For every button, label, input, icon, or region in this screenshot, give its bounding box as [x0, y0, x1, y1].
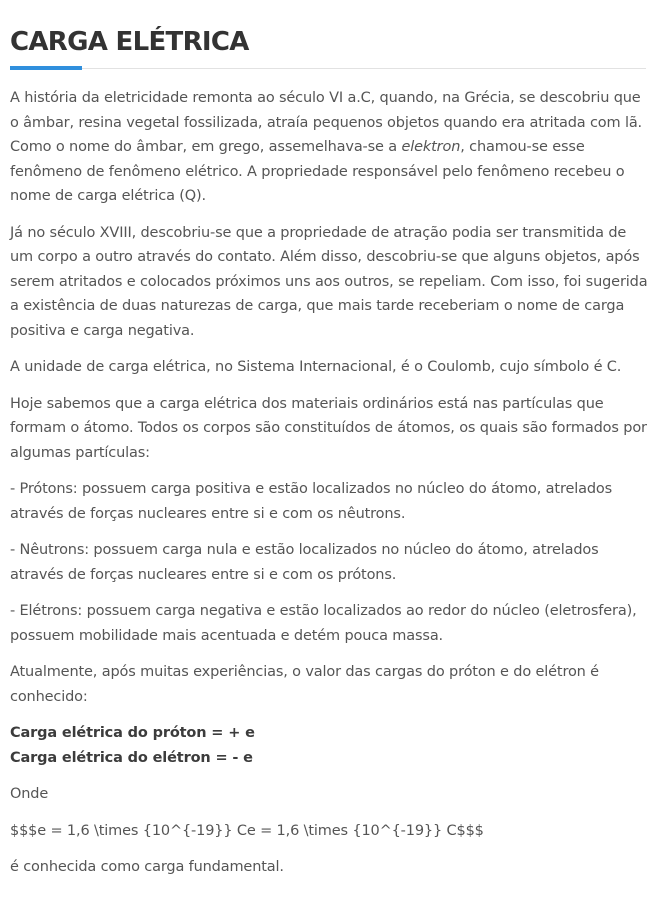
paragraph-protons: - Prótons: possuem carga positiva e estão localizados no núcleo do átomo, atrelados através de forças nucleares entre si e com os nêutrons.	[10, 481, 613, 522]
paragraph-neutrons: - Nêutrons: possuem carga nula e estão localizados no núcleo do átomo, atrelados através de forças nucleares entre si e com os prótons.	[10, 542, 599, 583]
paragraph-electrons: - Elétrons: possuem carga negativa e estão localizados ao redor do núcleo (eletrosfera), possuem mobilidade mais acentuada e detém pouca massa.	[10, 603, 637, 644]
proton-charge: Carga elétrica do próton = + e	[10, 725, 255, 741]
paragraph-history-text-a: A história da eletricidade remonta ao século VI a.C, quando, na Grécia, se descobriu que o âmbar, resina vegetal fossilizada, atraía pequenos objetos quando era atritada com lã. Como o nome do âmbar, em grego, assemelhava-se a	[10, 90, 643, 155]
paragraph-history-text-b: , chamou-se esse fenômeno de fenômeno elétrico. A propriedade responsável pelo fenômeno recebeu o nome de carga elétrica (Q).	[10, 139, 625, 204]
paragraph-unit: A unidade de carga elétrica, no Sistema Internacional, é o Coulomb, cujo símbolo é C.	[10, 359, 622, 375]
electron-charge: Carga elétrica do elétron = - e	[10, 749, 253, 766]
paragraph-formula: $$$e = 1,6 \times {10^{-19}} Ce = 1,6 \times {10^{-19}} C$$$	[10, 822, 484, 839]
paragraph-values: Atualmente, após muitas experiências, o valor das cargas do próton e do elétron é conhecido:	[10, 664, 599, 705]
paragraph-onde: Onde	[10, 786, 49, 802]
paragraph-fundamental: é conhecida como carga fundamental.	[10, 859, 284, 875]
page-title: CARGA ELÉTRICA	[10, 27, 249, 57]
paragraph-18th-century: Já no século XVIII, descobriu-se que a propriedade de atração podia ser transmitida de um corpo a outro através do contato. Além disso, descobriu-se que alguns objetos, após serem atritados e colocados próximos uns aos outros, se repeliam. Com isso, foi sugerida a existência de duas naturezas de carga, que mais tarde receberiam o nome de carga positiva e carga negativa.	[10, 224, 648, 339]
paragraph-history	[10, 86, 650, 209]
title-accent-bar	[10, 66, 82, 70]
title-divider	[10, 68, 646, 69]
paragraph-atoms: Hoje sabemos que a carga elétrica dos materiais ordinários está nas partículas que formam o átomo. Todos os corpos são constituídos de átomos, os quais são formados por algumas partículas:	[10, 395, 647, 461]
article-body	[10, 86, 650, 892]
elektron-term: elektron	[401, 139, 461, 155]
paragraph-charges	[10, 721, 650, 770]
title-header	[10, 0, 646, 72]
